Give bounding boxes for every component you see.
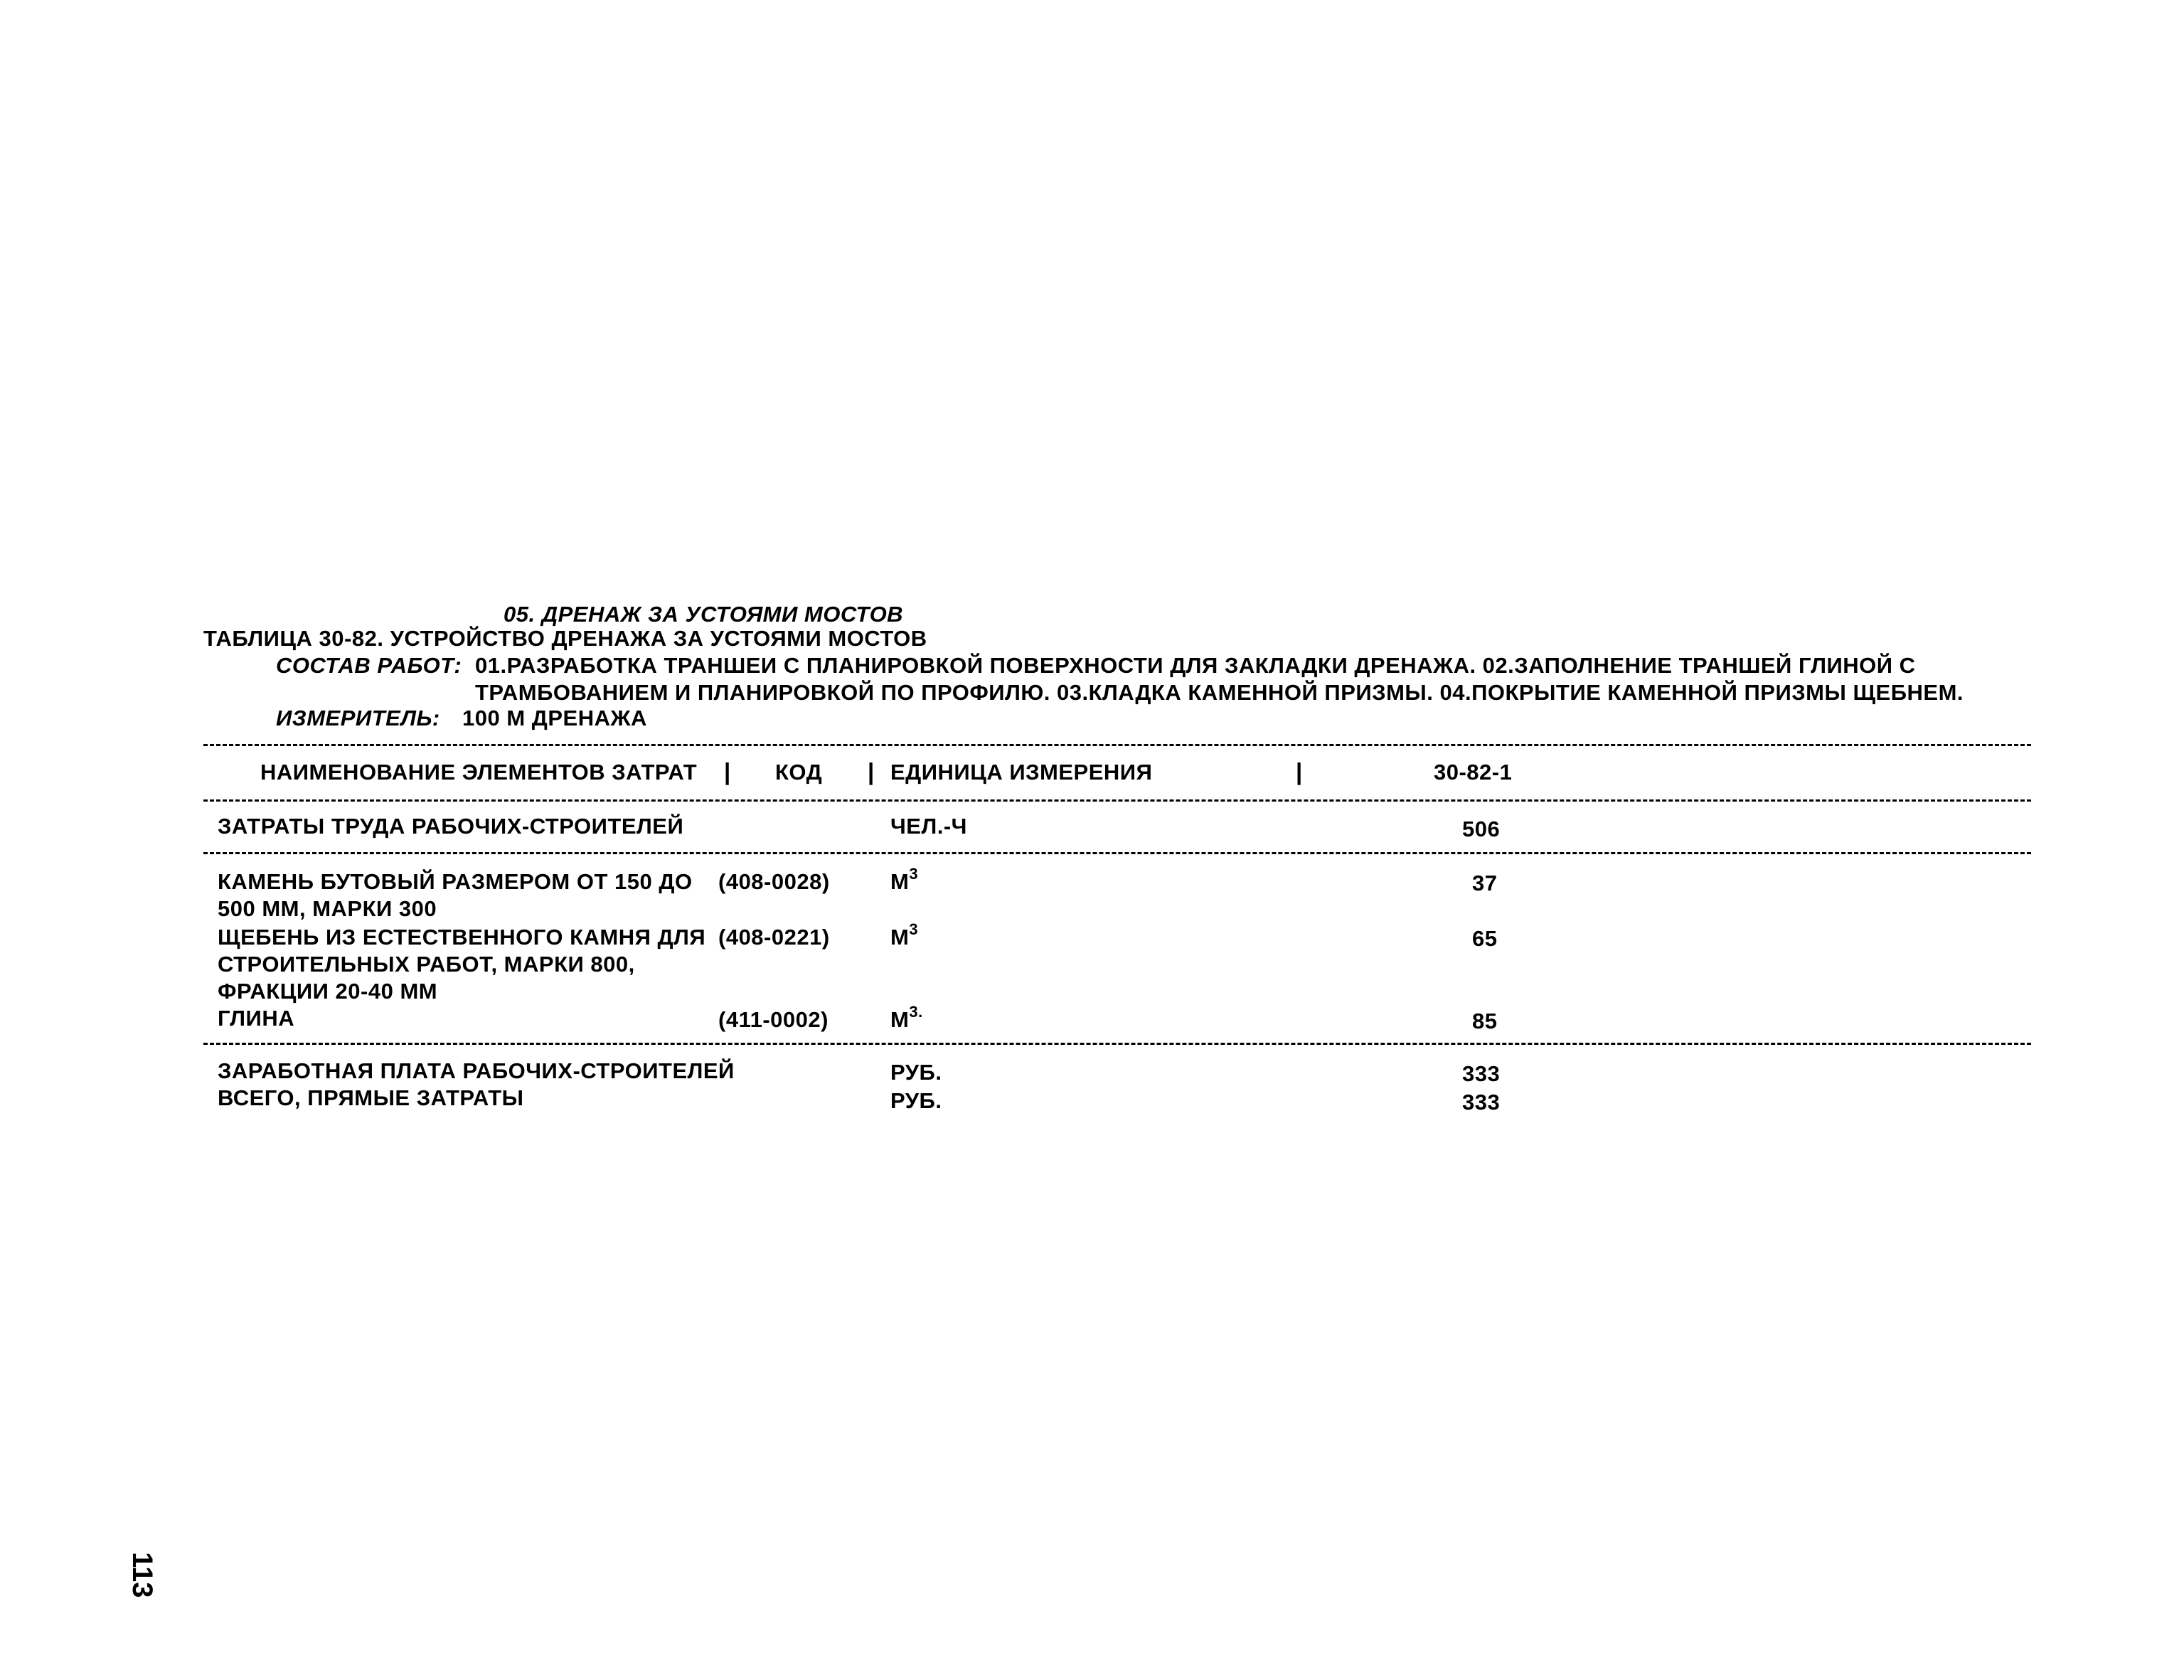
work-composition-line-2: ТРАМБОВАНИЕМ И ПЛАНИРОВКОЙ ПО ПРОФИЛЮ. 03.КЛАДКА КАМЕННОЙ ПРИЗМЫ. 04.ПОКРЫТИЕ КАМЕННОЙ ПРИЗМЫ ЩЕБНЕМ. [475,680,1964,705]
header-norm: 30-82-1 [1434,760,1513,785]
gravel-name-line-1: ЩЕБЕНЬ ИЗ ЕСТЕСТВЕННОГО КАМНЯ ДЛЯ [218,925,706,950]
header-bottom-rule [203,799,2031,802]
labor-bottom-rule [203,852,2031,854]
table-title: ТАБЛИЦА 30-82. УСТРОЙСТВО ДРЕНАЖА ЗА УСТОЯМИ МОСТОВ [203,626,927,651]
clay-code: (411-0002) [718,1007,829,1032]
header-name: НАИМЕНОВАНИЕ ЭЛЕМЕНТОВ ЗАТРАТ [260,760,698,785]
measurer-label: ИЗМЕРИТЕЛЬ: [276,706,440,730]
header-unit: ЕДИНИЦА ИЗМЕРЕНИЯ [890,760,1153,785]
header-divider: | [868,758,875,785]
clay-name: ГЛИНА [218,1006,295,1031]
page-number: 113 [127,1552,158,1598]
stone-unit: $М^3$ [890,865,919,894]
clay-unit: $М^{3.}$ [890,1003,923,1032]
stone-value: 37 [1472,871,1498,895]
wages-unit: РУБ. [890,1060,942,1085]
section-title: 05. ДРЕНАЖ ЗА УСТОЯМИ МОСТОВ [504,602,904,627]
total-name: ВСЕГО, ПРЯМЫЕ ЗАТРАТЫ [218,1085,524,1110]
wages-name: ЗАРАБОТНАЯ ПЛАТА РАБОЧИХ-СТРОИТЕЛЕЙ [218,1058,735,1083]
wages-value: 333 [1462,1061,1501,1086]
labor-name: ЗАТРАТЫ ТРУДА РАБОЧИХ-СТРОИТЕЛЕЙ [218,814,684,839]
gravel-unit: $М^3$ [890,920,919,950]
materials-bottom-rule [203,1043,2031,1045]
header-divider: | [1296,758,1303,785]
stone-name-line-1: КАМЕНЬ БУТОВЫЙ РАЗМЕРОМ ОТ 150 ДО [218,869,693,894]
gravel-value: 65 [1472,926,1498,951]
table-top-rule [203,744,2031,746]
labor-unit: ЧЕЛ.-Ч [890,814,967,839]
header-code: КОД [775,760,823,785]
gravel-code: (408-0221) [718,925,830,950]
header-divider: | [724,758,731,785]
stone-code: (408-0028) [718,869,830,894]
gravel-name-line-2: СТРОИТЕЛЬНЫХ РАБОТ, МАРКИ 800, [218,952,635,977]
measurer-value: 100 М ДРЕНАЖА [462,706,647,730]
labor-value: 506 [1462,817,1501,841]
stone-name-line-2: 500 ММ, МАРКИ 300 [218,896,437,921]
work-composition-line-1: 01.РАЗРАБОТКА ТРАНШЕИ С ПЛАНИРОВКОЙ ПОВЕРХНОСТИ ДЛЯ ЗАКЛАДКИ ДРЕНАЖА. 02.ЗАПОЛНЕНИЕ ТРАНШЕЙ ГЛИНОЙ С [475,653,1916,678]
total-value: 333 [1462,1090,1501,1115]
clay-value: 85 [1472,1009,1498,1033]
work-composition-label: СОСТАВ РАБОТ: [276,653,462,678]
gravel-name-line-3: ФРАКЦИИ 20-40 ММ [218,979,438,1004]
total-unit: РУБ. [890,1088,942,1113]
